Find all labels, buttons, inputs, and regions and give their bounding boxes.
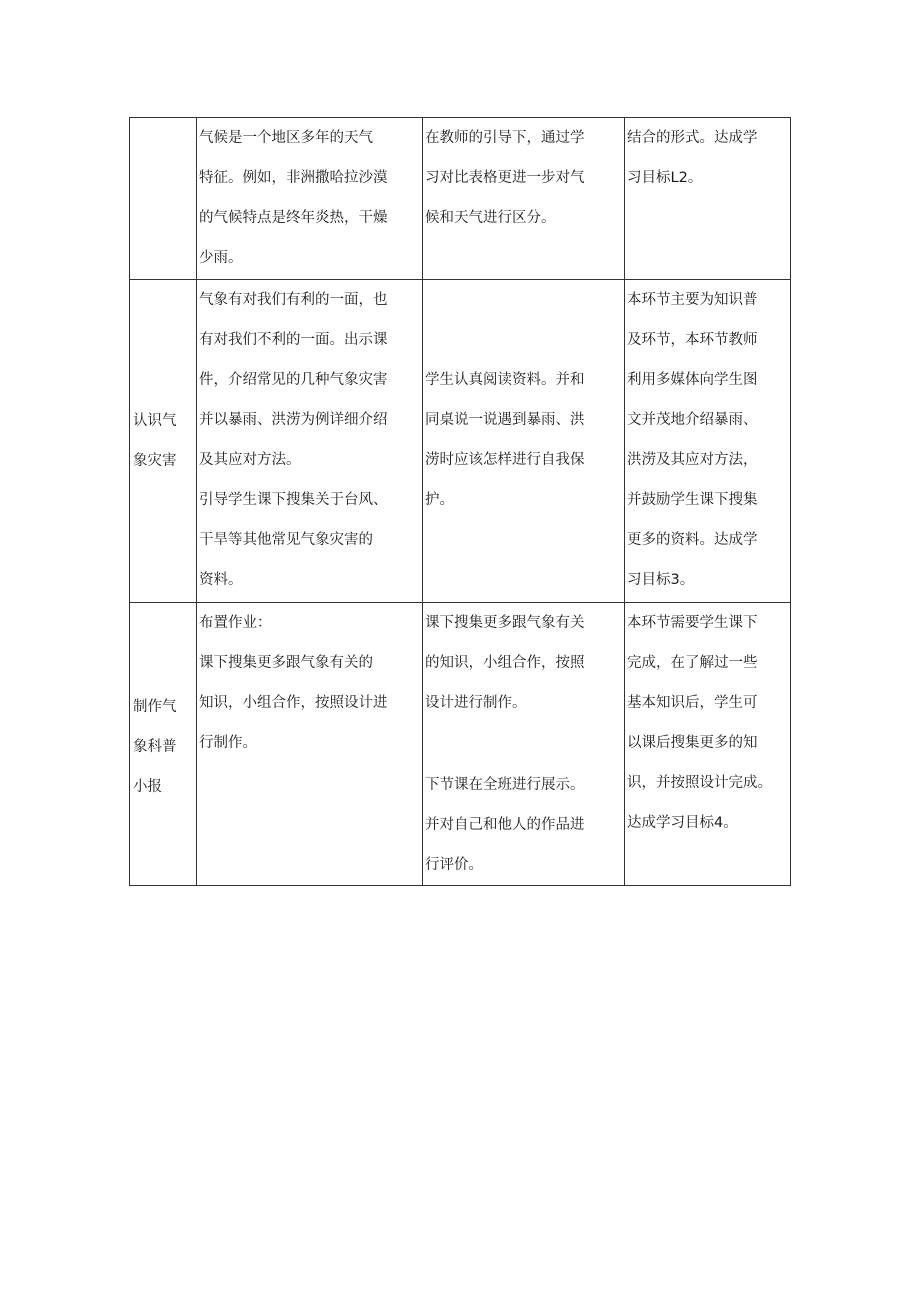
content-text: 布置作业： 课下搜集更多跟气象有关的 知识，小组合作，按照设计进 行制作。 — [199, 615, 388, 751]
content-text: 气象有对我们有利的一面，也 有对我们不利的一面。出示课 件，介绍常见的几种气象灾害 并以暴雨、洪涝为例详细介绍 及其应对方法。 引导学生课下搜集关于台风、 干旱等其他常见气象灾害的 资料。 — [199, 292, 388, 588]
stage-cell — [130, 280, 197, 603]
design-intent-text: 结合的形式。达成学 习目标L2。 — [627, 130, 758, 186]
stage-cell — [130, 118, 197, 280]
content-cell — [197, 280, 423, 603]
student-activity-cell — [423, 118, 625, 280]
student-activity-cell — [423, 280, 625, 603]
content-cell — [197, 118, 423, 280]
design-intent-text: 本环节需要学生课下 完成，在了解过一些 基本知识后，学生可 以课后搜集更多的知 识，并按照设计完成。 达成学习目标4。 — [627, 615, 772, 831]
content-cell — [197, 603, 423, 886]
student-activity-text: 在教师的引导下，通过学 习对比表格更进一步对气 候和天气进行区分。 — [425, 130, 585, 226]
design-intent-cell — [625, 280, 791, 603]
content-text: 气候是一个地区多年的天气 特征。例如，非洲撒哈拉沙漠 的气候特点是终年炎热，干燥 少雨。 — [199, 130, 388, 266]
table-row — [130, 280, 791, 603]
student-activity-text-2: 下节课在全班进行展示。 并对自己和他人的作品进 行评价。 — [425, 777, 585, 873]
stage-text: 认识气 象灾害 — [133, 413, 177, 469]
design-intent-cell — [625, 603, 791, 886]
table-row — [130, 603, 791, 886]
design-intent-cell — [625, 118, 791, 280]
student-activity-text: 课下搜集更多跟气象有关 的知识，小组合作，按照 设计进行制作。 — [425, 615, 585, 711]
stage-cell — [130, 603, 197, 886]
student-activity-text: 学生认真阅读资料。并和 同桌说一说遇到暴雨、洪 涝时应该怎样进行自我保 护。 — [425, 372, 585, 508]
table-row — [130, 118, 791, 280]
lesson-plan-table — [129, 117, 791, 886]
spacer — [423, 723, 624, 765]
design-intent-text: 本环节主要为知识普 及环节，本环节教师 利用多媒体向学生图 文并茂地介绍暴雨、 洪涝及其应对方法， 并鼓励学生课下搜集 更多的资料。达成学 习目标3。 — [627, 292, 758, 588]
student-activity-cell — [423, 603, 625, 886]
stage-text: 制作气 象科普 小报 — [133, 699, 177, 795]
